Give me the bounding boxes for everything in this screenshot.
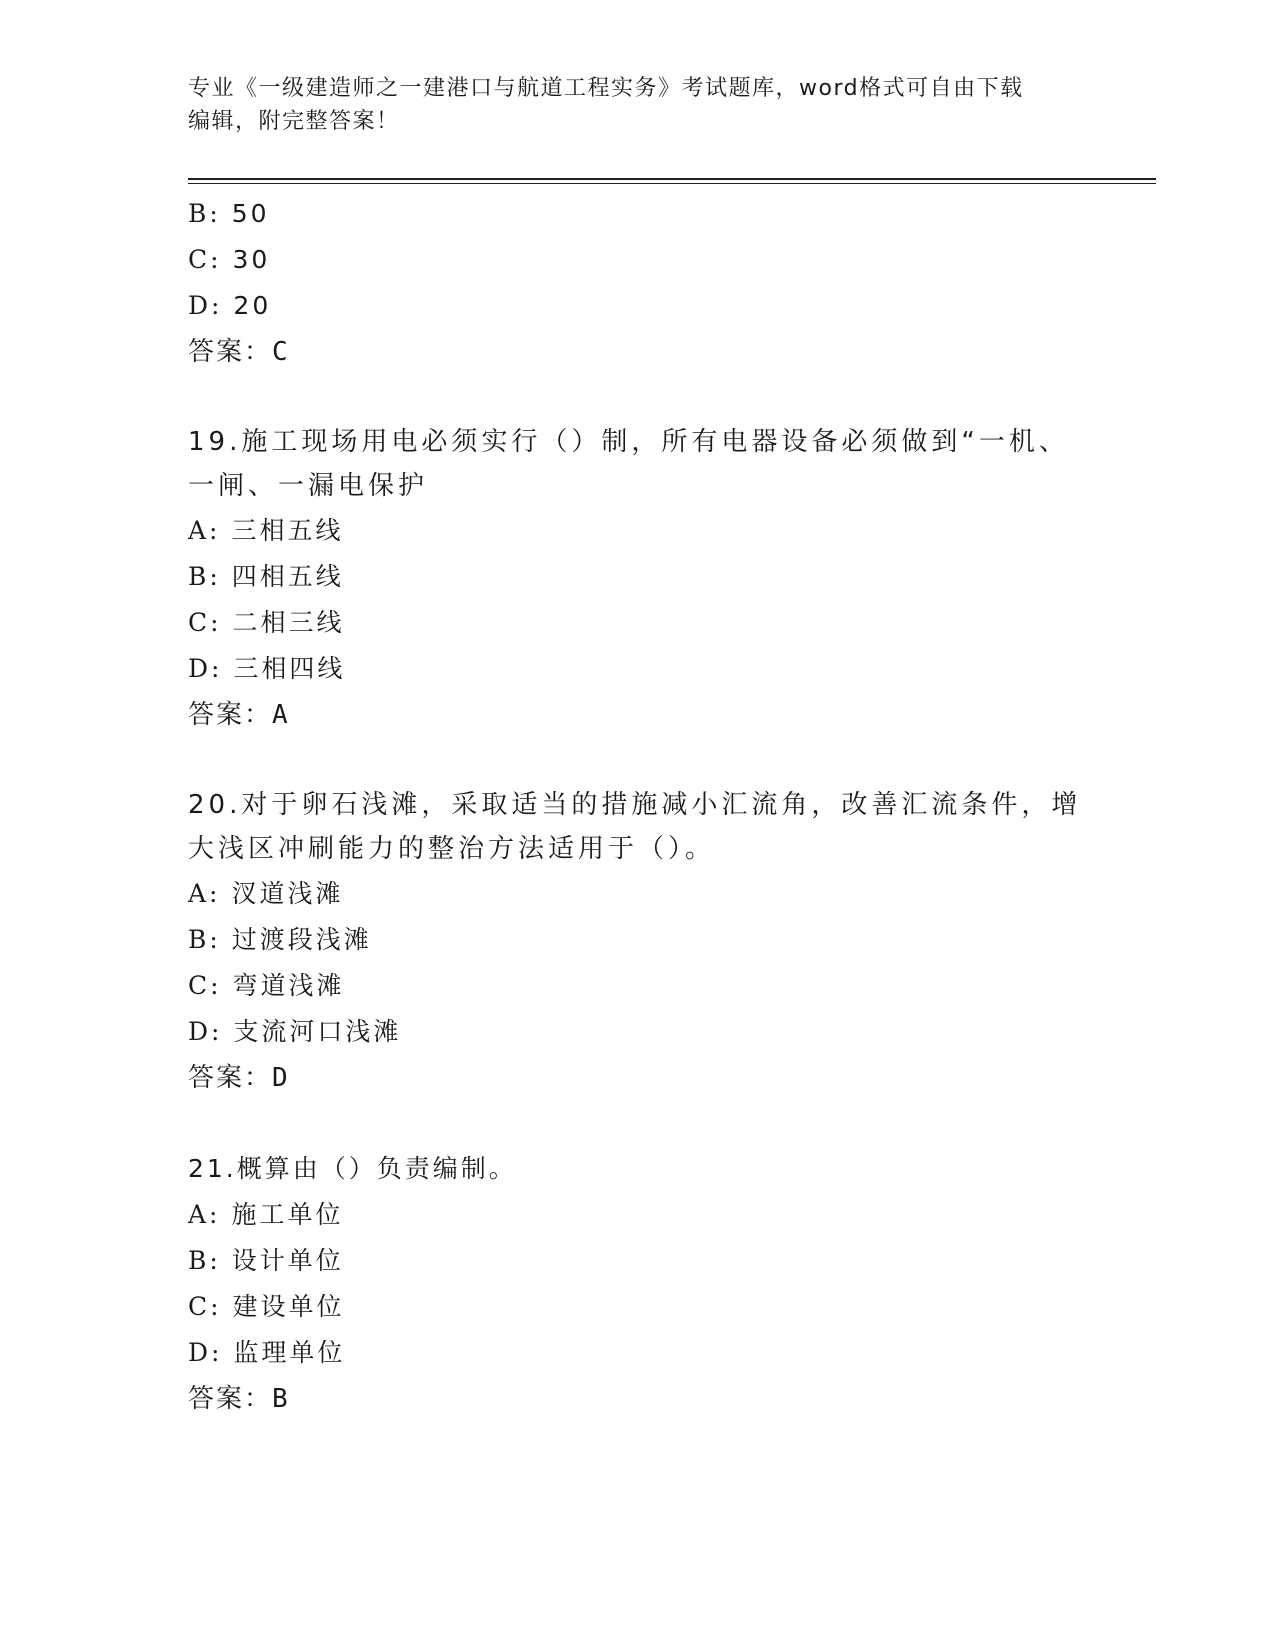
option-a (188, 1192, 1088, 1238)
answer-value: B (272, 1384, 290, 1414)
option-text: 四相五线 (231, 562, 344, 591)
answer-line (188, 329, 1088, 375)
answer-label: 答案： (188, 700, 273, 730)
question-21 (188, 1146, 1088, 1422)
option-text: 设计单位 (231, 1246, 344, 1275)
spacer (188, 1101, 1088, 1146)
question-20 (188, 783, 1088, 1101)
header-rule-thin (188, 183, 1156, 184)
option-text: 支流河口浅滩 (233, 1017, 402, 1046)
option-b (188, 191, 1088, 237)
option-letter: A: (188, 879, 221, 908)
header-rule-thick (188, 178, 1156, 180)
question-stem: 20.对于卵石浅滩，采取适当的措施减小汇流角，改善汇流条件，增大浅区冲刷能力的整治方法适用于（）。 (188, 790, 1082, 864)
option-letter: C: (188, 971, 222, 1000)
answer-value: A (272, 700, 290, 730)
carry-over-block (188, 191, 1088, 375)
option-d (188, 1009, 1088, 1055)
answer-value: C (272, 337, 290, 367)
option-text: 20 (233, 291, 272, 320)
document-header (188, 72, 1068, 138)
option-b (188, 1238, 1088, 1284)
option-text: 30 (232, 245, 271, 274)
option-d (188, 1330, 1088, 1376)
option-letter: D: (188, 1338, 223, 1367)
option-letter: C: (188, 1292, 222, 1321)
option-letter: C: (188, 608, 222, 637)
option-text: 建设单位 (232, 1292, 345, 1321)
option-text: 三相五线 (231, 516, 344, 545)
answer-line (188, 1376, 1088, 1422)
option-letter: B: (188, 1246, 221, 1275)
option-letter: B: (188, 199, 221, 228)
spacer (188, 375, 1088, 420)
question-stem: 19.施工现场用电必须实行（）制，所有电器设备必须做到“一机、一闸、一漏电保护 (188, 427, 1069, 501)
option-c (188, 1284, 1088, 1330)
question-stem: 21.概算由（）负责编制。 (188, 1154, 517, 1183)
option-text: 施工单位 (231, 1200, 344, 1229)
answer-value: D (272, 1063, 290, 1093)
answer-label: 答案： (188, 1063, 273, 1093)
option-b (188, 917, 1088, 963)
spacer (188, 738, 1088, 783)
option-text: 二相三线 (232, 608, 345, 637)
option-letter: A: (188, 516, 221, 545)
question-body (188, 191, 1088, 1422)
option-letter: D: (188, 291, 223, 320)
option-letter: B: (188, 562, 221, 591)
option-c (188, 237, 1088, 283)
option-c (188, 963, 1088, 1009)
option-text: 弯道浅滩 (232, 971, 345, 1000)
header-line-2: 编辑，附完整答案！ (188, 109, 400, 134)
option-a (188, 871, 1088, 917)
option-text: 监理单位 (233, 1338, 346, 1367)
option-d (188, 646, 1088, 692)
answer-line (188, 692, 1088, 738)
option-a (188, 508, 1088, 554)
option-d (188, 283, 1088, 329)
option-b (188, 554, 1088, 600)
option-letter: D: (188, 1017, 223, 1046)
option-text: 过渡段浅滩 (231, 925, 372, 954)
option-text: 汊道浅滩 (231, 879, 344, 908)
option-text: 50 (231, 199, 270, 228)
header-line-1: 专业《一级建造师之一建港口与航道工程实务》考试题库，word格式可自由下载 (188, 76, 1024, 101)
answer-label: 答案： (188, 1384, 273, 1414)
answer-label: 答案： (188, 337, 273, 367)
answer-line (188, 1055, 1088, 1101)
option-letter: D: (188, 654, 223, 683)
option-letter: A: (188, 1200, 221, 1229)
option-letter: C: (188, 245, 222, 274)
question-19 (188, 420, 1088, 738)
option-c (188, 600, 1088, 646)
option-text: 三相四线 (233, 654, 346, 683)
option-letter: B: (188, 925, 221, 954)
